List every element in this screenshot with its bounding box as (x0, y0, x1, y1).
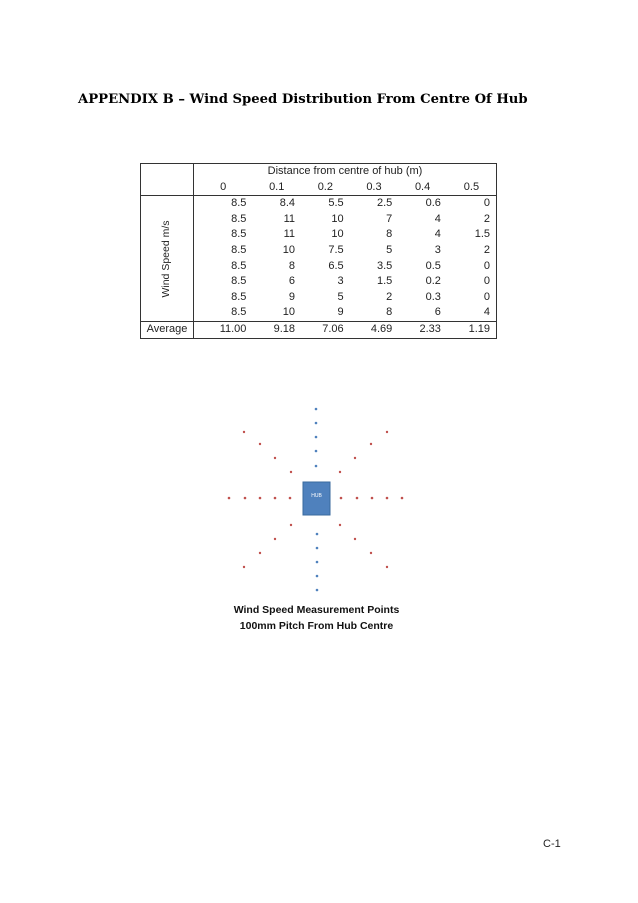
table-cell: 8.5 (231, 228, 247, 241)
table-cell: 0.5 (425, 259, 441, 272)
table-cell: 10 (331, 228, 344, 241)
measurement-point (290, 524, 292, 526)
measurement-point (386, 497, 389, 500)
table-cell: 2 (386, 290, 393, 303)
wind-speed-label-text: Wind Speed m/s (160, 220, 173, 298)
table-cell: 1.5 (447, 227, 497, 243)
measurement-point (243, 566, 245, 568)
table-cell: 8 (386, 228, 393, 241)
table-cell: 6 (434, 306, 441, 319)
table-cell: 9 (337, 306, 344, 319)
table-cell: 3.5 (376, 259, 393, 272)
measurement-point (386, 566, 388, 568)
table-cell: 7 (386, 212, 393, 225)
table-cell: 0.2 (425, 275, 441, 288)
average-cell: 11.00 (194, 321, 253, 338)
table-cell: 8.5 (231, 243, 247, 256)
table-cell: 1.5 (376, 275, 393, 288)
measurement-point (315, 422, 318, 425)
table-cell: 3 (434, 243, 441, 256)
table-cell: 0 (447, 290, 497, 306)
measurement-point (315, 465, 318, 468)
page-number: C-1 (543, 838, 561, 850)
table-cell: 5.5 (328, 197, 344, 210)
table-cell: 10 (282, 306, 296, 319)
measurement-point (315, 408, 318, 411)
table-cell: 0 (447, 196, 497, 212)
table-cell: 0.3 (425, 290, 441, 303)
hub-label: HUB (311, 493, 322, 499)
measurement-point (228, 497, 231, 500)
average-label: Average (141, 321, 194, 338)
column-header: 0 (194, 180, 253, 196)
measurement-point (243, 431, 245, 433)
average-cell: 9.18 (252, 321, 301, 338)
table-cell: 8.5 (231, 259, 247, 272)
measurement-point (316, 561, 319, 564)
measurement-point (339, 524, 341, 526)
average-cell: 1.19 (447, 321, 497, 338)
measurement-point (289, 497, 292, 500)
table-cell: 8 (386, 306, 393, 319)
table-cell: 0 (447, 274, 497, 290)
column-header: 0.2 (301, 180, 350, 196)
measurement-point (315, 450, 318, 453)
table-cell: 2.5 (376, 197, 393, 210)
measurement-point (340, 497, 343, 500)
measurement-point (371, 497, 374, 500)
table-cell: 8.5 (231, 290, 247, 303)
average-cell: 7.06 (301, 321, 350, 338)
table-cell: 8.5 (231, 275, 247, 288)
measurement-point (316, 575, 319, 578)
table-cell: 4 (447, 305, 497, 321)
table-cell: 0 (447, 259, 497, 275)
measurement-point (290, 471, 292, 473)
table-cell: 10 (331, 212, 344, 225)
average-cell: 4.69 (350, 321, 399, 338)
table-cell: 8.5 (231, 306, 247, 319)
measurement-point (244, 497, 247, 500)
table-cell: 8.4 (279, 197, 296, 210)
average-cell: 2.33 (398, 321, 447, 338)
measurement-point (259, 497, 262, 500)
table-cell: 8.5 (231, 212, 247, 225)
measurement-point (259, 552, 261, 554)
column-header: 0.3 (350, 180, 399, 196)
measurement-point (316, 547, 319, 550)
measurement-point (274, 457, 276, 459)
measurement-point (316, 589, 319, 592)
table-cell: 11 (283, 228, 296, 241)
measurement-point (356, 497, 359, 500)
table-cell: 9 (288, 290, 296, 303)
column-header: 0.1 (252, 180, 301, 196)
table-cell: 4 (434, 228, 441, 241)
table-cell: 10 (282, 243, 296, 256)
table-cell: 4 (434, 212, 441, 225)
table-cell: 8.5 (231, 197, 247, 210)
table-cell: 0.6 (425, 197, 441, 210)
table-cell: 11 (283, 212, 296, 225)
table-cell: 7.5 (328, 243, 344, 256)
measurement-point (370, 552, 372, 554)
column-header: 0.4 (398, 180, 447, 196)
measurement-point (386, 431, 388, 433)
distance-group-header: Distance from centre of hub (m) (194, 164, 497, 180)
diagram-caption-line1: Wind Speed Measurement Points (233, 604, 400, 616)
page-title: APPENDIX B – Wind Speed Distribution From Centre Of Hub (78, 92, 528, 107)
table-cell: 2 (447, 243, 497, 259)
measurement-point (274, 538, 276, 540)
table-cell: 8 (288, 259, 296, 272)
table-cell: 6 (288, 275, 296, 288)
table-cell: 3 (337, 275, 344, 288)
table-cell: 5 (337, 290, 344, 303)
table-cell: 6.5 (328, 259, 344, 272)
table-cell: 5 (386, 243, 393, 256)
measurement-point (354, 457, 356, 459)
measurement-point (354, 538, 356, 540)
column-header: 0.5 (447, 180, 497, 196)
measurement-point (316, 533, 319, 536)
measurement-point (315, 436, 318, 439)
measurement-point (339, 471, 341, 473)
measurement-point (259, 443, 261, 445)
measurement-point (274, 497, 277, 500)
measurement-point (401, 497, 404, 500)
measurement-point (370, 443, 372, 445)
diagram-caption-line2: 100mm Pitch From Hub Centre (239, 620, 394, 632)
table-cell: 2 (447, 212, 497, 228)
